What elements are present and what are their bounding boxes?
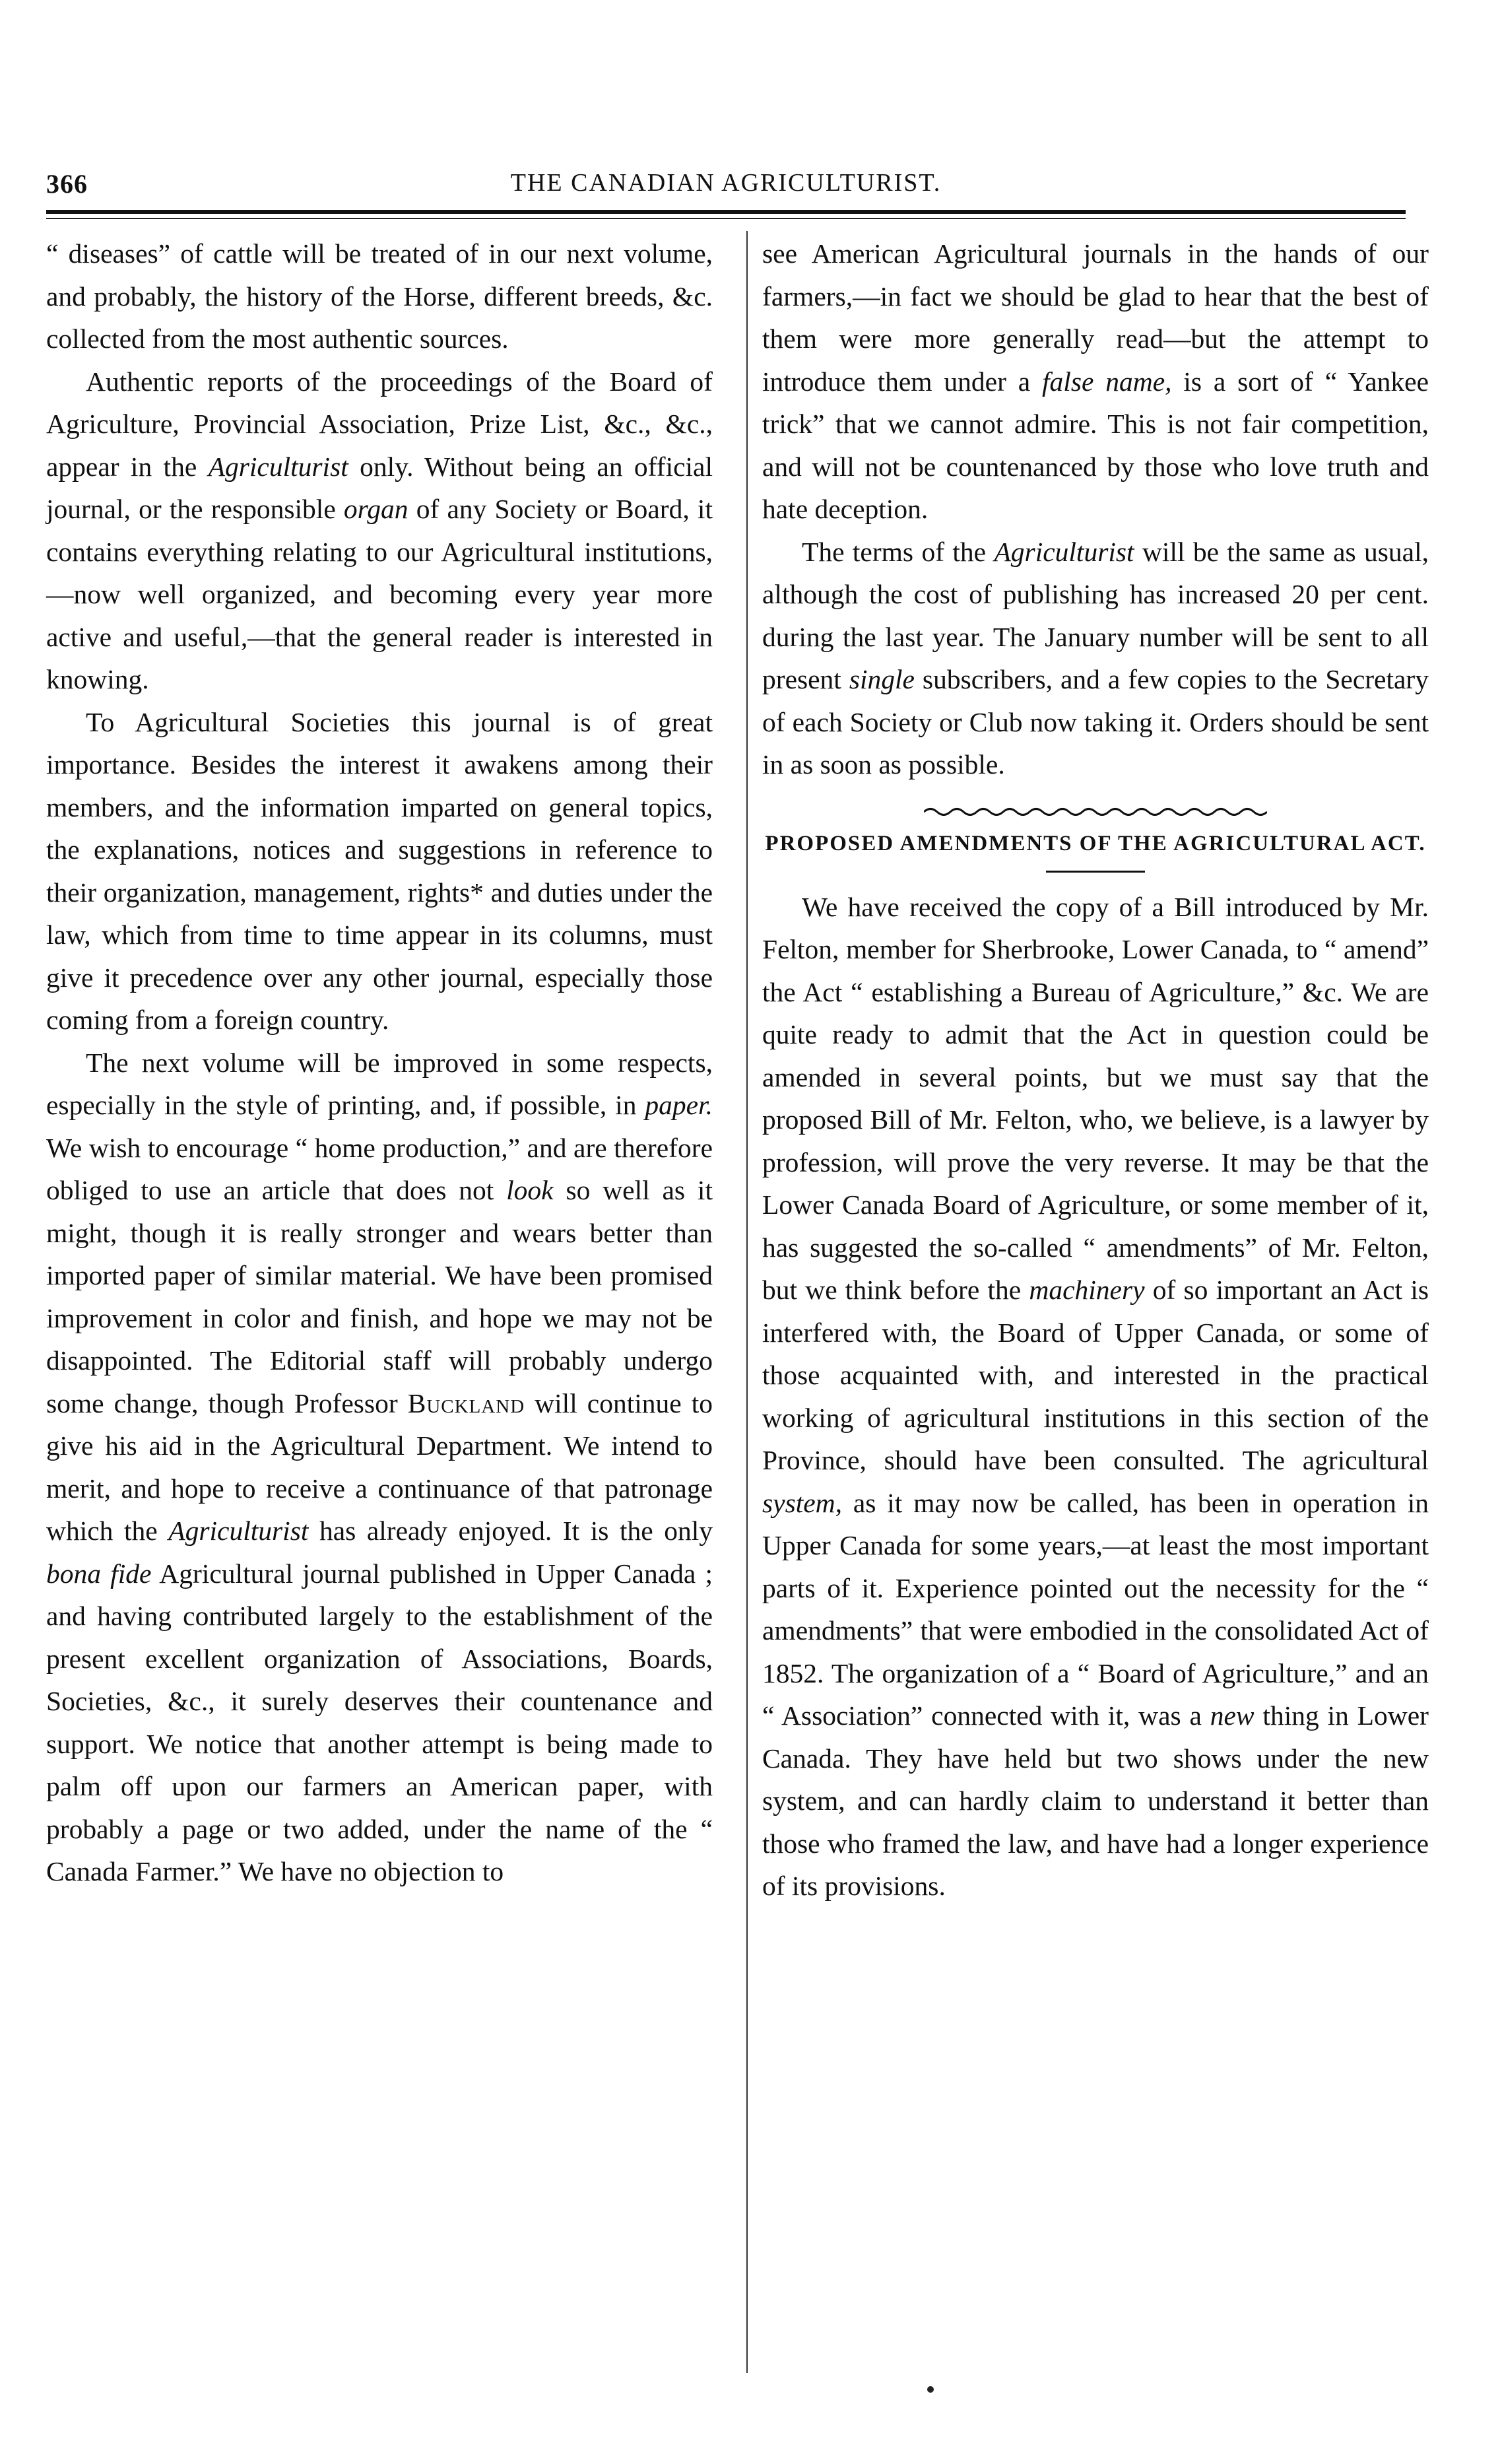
italic-text: paper. <box>645 1090 713 1120</box>
left-paragraph-2 <box>46 360 713 701</box>
left-column <box>46 232 713 1893</box>
text-run: as it may now be called, has been in operation in Upper Canada for some years,—at least the most important parts of it. Experience pointed out the necessity for the “ amendments” that were embodied in the consolidated Act of 1852. The organization of a “ Board of Agriculture,” and an “ Association” connected with it, was a <box>762 1487 1429 1731</box>
text-run: subscribers, and a few copies to the Secretary of each Society or Club now taking it. Orders should be sent in as soon as possible. <box>762 664 1429 780</box>
italic-text: bona fide <box>46 1558 152 1589</box>
right-paragraph-3 <box>762 886 1429 1908</box>
page-number: 366 <box>46 169 88 199</box>
text-run: Authentic reports of the proceedings of the Board of Agriculture, Provincial Association, Prize List, &c., &c., appear in the <box>46 366 713 482</box>
section-heading: PROPOSED AMENDMENTS OF THE AGRICULTURAL ACT. <box>765 831 1426 855</box>
text-run: The terms of the <box>802 536 995 567</box>
text-run: We wish to encourage “ home production,” and are therefore obliged to use an article that does not <box>46 1132 713 1205</box>
small-caps-name: Buckland <box>407 1387 525 1418</box>
text-run: so well as it might, though it is really stronger and wears better than imported paper of similar material. We have been promised improvement in color and finish, and hope we may not be disappointed. The Editorial staff will probably undergo some change, though Professor <box>46 1175 713 1418</box>
text-run: We have received the copy of a Bill introduced by Mr. Felton, member for Sherbrooke, Lower Canada, to “ amend” the Act “ establishing a Bureau of Agriculture,” &c. We are quite ready to admit that the Act in question could be amended in several points, but we must say that the proposed Bill of Mr. Felton, who, we believe, is a lawyer by profession, will prove the very reverse. It may be that the Lower Canada Board of Agriculture, or some member of it, has suggested the so-called “ amendments” of Mr. Felton, but we think before the <box>762 891 1429 1305</box>
text-run: see American Agricultural journals in the hands of our farmers,—in fact we should be glad to hear that the best of them were more generally read—but the attempt to introduce them under a <box>762 238 1429 397</box>
italic-text: Agriculturist <box>168 1515 309 1546</box>
text-run: will continue to give his aid in the Agricultural Department. We intend to merit, and hope to receive a continuance of that patronage which the <box>46 1387 713 1546</box>
text-run: only. Without being an official journal, or the responsible <box>46 451 713 524</box>
page-header <box>46 168 1406 208</box>
right-paragraph-1 <box>762 232 1429 531</box>
text-run: of any Society or Board, it contains everything relating to our Agricultural institutions,—now well organized, and becoming every year more active and useful,—that the general reader is interested in knowing. <box>46 494 713 694</box>
end-mark <box>927 2386 934 2393</box>
header-rule-thin <box>46 218 1406 219</box>
text-run: thing in Lower Canada. They have held but two shows under the new system, and can hardly claim to understand it better than those who framed the law, and have had a longer experience of its provisions. <box>762 1700 1429 1901</box>
left-paragraph-3: To Agricultural Societies this journal is of great importance. Besides the interest it awakens among their members, and the information imparted on general topics, the explanations, notices and suggestions in reference to their organization, management, rights* and duties under the law, which from time to time appear in its columns, must give it precedence over any other journal, especially those coming from a foreign country. <box>46 706 713 1035</box>
italic-text: Agriculturist <box>994 536 1134 567</box>
text-run: will be the same as usual, although the cost of publishing has increased 20 per cent. during the last year. The January number will be sent to all present <box>762 536 1429 694</box>
left-paragraph-4 <box>46 1042 713 1893</box>
text-run: The next volume will be improved in some respects, especially in the style of printing, and, if possible, in <box>46 1047 713 1120</box>
italic-text: look <box>506 1175 554 1205</box>
text-run: is a sort of “ Yankee trick” that we cannot admire. This is not fair competition, and will not be countenanced by those who love truth and hate deception. <box>762 366 1429 524</box>
text-run: has already enjoyed. It is the only <box>308 1515 713 1546</box>
right-paragraph-2 <box>762 531 1429 786</box>
left-paragraph-1: “ diseases” of cattle will be treated of in our next volume, and probably, the history of the Horse, different breeds, &c. collected from the most authentic sources. <box>46 238 713 354</box>
right-column <box>762 232 1429 1908</box>
italic-text: Agriculturist <box>208 451 348 482</box>
wavy-separator <box>924 805 1267 819</box>
italic-text: false name, <box>1042 366 1172 397</box>
italic-text: machinery <box>1029 1275 1145 1305</box>
italic-text: organ <box>343 494 408 524</box>
running-title: THE CANADIAN AGRICULTURIST. <box>510 169 942 197</box>
italic-text: single <box>849 664 915 694</box>
italic-text: new <box>1210 1700 1255 1731</box>
text-run: of so important an Act is interfered with, the Board of Upper Canada, or some of those acquainted with, and interested in the practical working of agricultural institutions in this section of the Province, should have been consulted. The agricultural <box>762 1275 1429 1475</box>
text-run: Agricultural journal published in Upper Canada ; and having contributed largely to the establishment of the present excellent organization of Associations, Boards, Societies, &c., it surely deserves their countenance and support. We notice that another attempt is being made to palm off upon our farmers an American paper, with probably a page or two added, under the name of the “ Canada Farmer.” We have no objection to <box>46 1558 713 1886</box>
header-rule-thick <box>46 210 1406 214</box>
italic-text: system, <box>762 1487 843 1518</box>
column-divider <box>746 231 748 2373</box>
heading-rule <box>1046 871 1145 873</box>
